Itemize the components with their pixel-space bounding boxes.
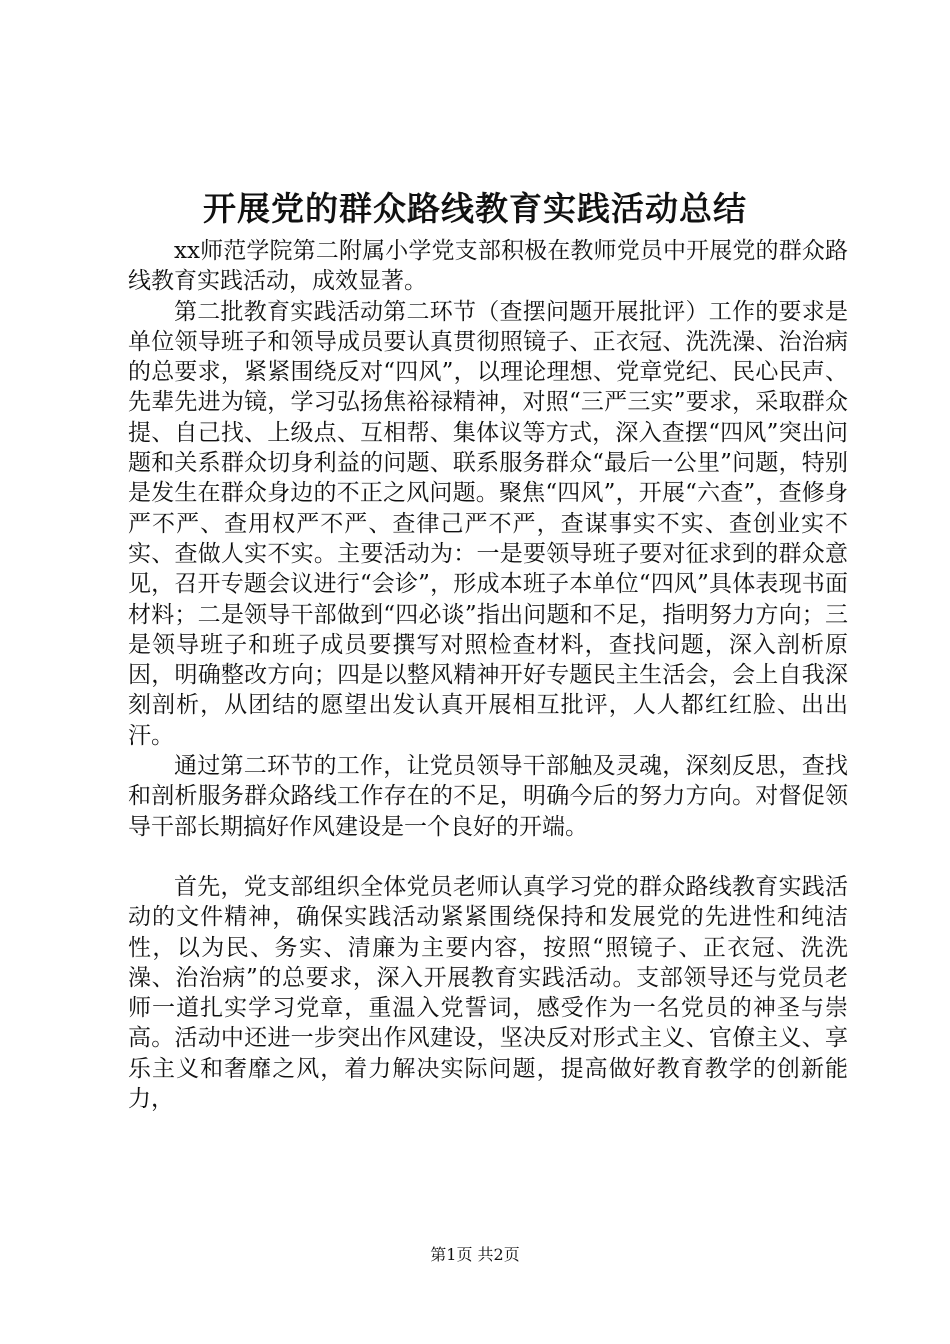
paragraph-second-stage-outcome: 通过第二环节的工作，让党员领导干部触及灵魂，深刻反思，查找和剖析服务群众路线工作存在的不足，明确今后的努力方向。对督促领导干部长期搞好作风建设是一个良好的开端。 — [128, 753, 848, 840]
paragraph-first-measure: 首先，党支部组织全体党员老师认真学习党的群众路线教育实践活动的文件精神，确保实践活动紧紧围绕保持和发展党的先进性和纯洁性，以为民、务实、清廉为主要内容，按照“照镜子、正衣冠、洗洗澡、治治病”的总要求，深入开展教育实践活动。支部领导还与党员老师一道扎实学习党章，重温入党誓词，感受作为一名党员的神圣与崇高。活动中还进一步突出作风建设，坚决反对形式主义、官僚主义、享乐主义和奢靡之风，着力解决实际问题，提高做好教育教学的创新能力， — [128, 873, 848, 1113]
document-body — [128, 236, 848, 1114]
document-title: 开展党的群众路线教育实践活动总结 — [203, 189, 747, 228]
paragraph-intro: xx师范学院第二附属小学党支部积极在教师党员中开展党的群众路线教育实践活动，成效显著。 — [128, 238, 848, 295]
paragraph-second-stage-requirements: 第二批教育实践活动第二环节（查摆问题开展批评）工作的要求是单位领导班子和领导成员要认真贯彻照镜子、正衣冠、洗洗澡、治治病的总要求，紧紧围绕反对“四风”，以理论理想、党章党纪、民心民声、先辈先进为镜，学习弘扬焦裕禄精神，对照“三严三实”要求，采取群众提、自己找、上级点、互相帮、集体议等方式，深入查摆“四风”突出问题和关系群众切身利益的问题、联系服务群众“最后一公里”问题，特别是发生在群众身边的不正之风问题。聚焦“四风”，开展“六查”，查修身严不严、查用权严不严、查律己严不严，查谋事实不实、查创业实不实、查做人实不实。主要活动为：一是要领导班子要对征求到的群众意见，召开专题会议进行“会诊”，形成本班子本单位“四风”具体表现书面材料；二是领导干部做到“四必谈”指出问题和不足，指明努力方向；三是领导班子和班子成员要撰写对照检查材料，查找问题，深入剖析原因，明确整改方向；四是以整风精神开好专题民主生活会，会上自我深刻剖析，从团结的愿望出发认真开展相互批评，人人都红红脸、出出汗。 — [128, 298, 848, 749]
paragraph-spacer — [128, 842, 848, 872]
page-number-footer: 第1页 共2页 — [430, 1245, 520, 1264]
